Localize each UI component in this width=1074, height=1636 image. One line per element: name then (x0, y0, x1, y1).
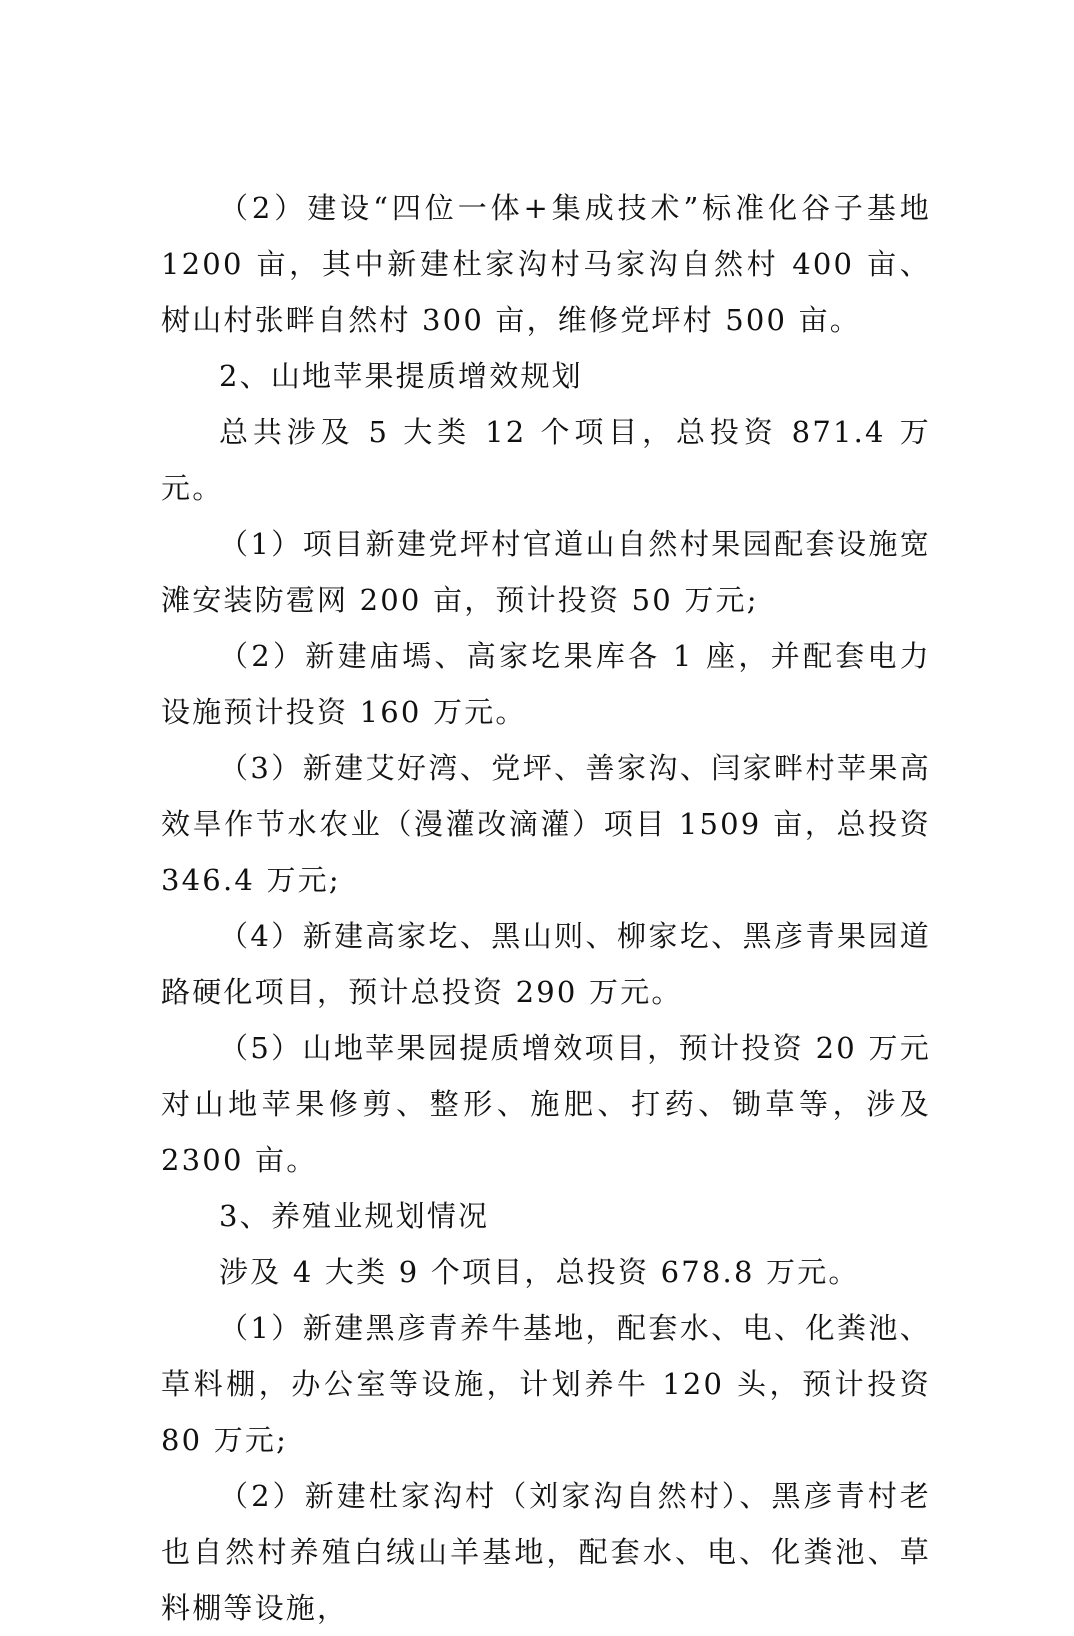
paragraph-apple-item-1: （1）项目新建党坪村官道山自然村果园配套设施宽滩安装防雹网 200 亩，预计投资 50 万元; (161, 527, 931, 617)
paragraph-millet-base: （2）建设“四位一体+集成技术”标准化谷子基地 1200 亩，其中新建杜家沟村马家沟自然村 400 亩、树山村张畔自然村 300 亩，维修党坪村 500 亩。 (161, 191, 931, 337)
section-heading-livestock: 3、养殖业规划情况 (219, 1199, 490, 1233)
paragraph-apple-summary: 总共涉及 5 大类 12 个项目，总投资 871.4 万元。 (161, 415, 931, 505)
paragraph-apple-item-3: （3）新建艾好湾、党坪、善家沟、闫家畔村苹果高效旱作节水农业（漫灌改滴灌）项目 1509 亩，总投资 346.4 万元; (161, 751, 931, 897)
paragraph-apple-item-2: （2）新建庙墕、高家圪果库各 1 座，并配套电力设施预计投资 160 万元。 (161, 639, 931, 729)
paragraph-apple-item-4: （4）新建高家圪、黑山则、柳家圪、黑彦青果园道路硬化项目，预计总投资 290 万元。 (161, 919, 931, 1009)
paragraph-livestock-item-1: （1）新建黑彦青养牛基地，配套水、电、化粪池、草料棚，办公室等设施，计划养牛 120 头，预计投资 80 万元; (161, 1311, 931, 1457)
document-body (161, 180, 931, 1636)
paragraph-livestock-summary: 涉及 4 大类 9 个项目，总投资 678.8 万元。 (219, 1255, 860, 1289)
paragraph-apple-item-5: （5）山地苹果园提质增效项目，预计投资 20 万元对山地苹果修剪、整形、施肥、打药、锄草等，涉及 2300 亩。 (161, 1031, 931, 1177)
section-heading-apple: 2、山地苹果提质增效规划 (219, 359, 583, 393)
paragraph-livestock-item-2: （2）新建杜家沟村（刘家沟自然村）、黑彦青村老也自然村养殖白绒山羊基地，配套水、电、化粪池、草料棚等设施， (161, 1479, 931, 1625)
